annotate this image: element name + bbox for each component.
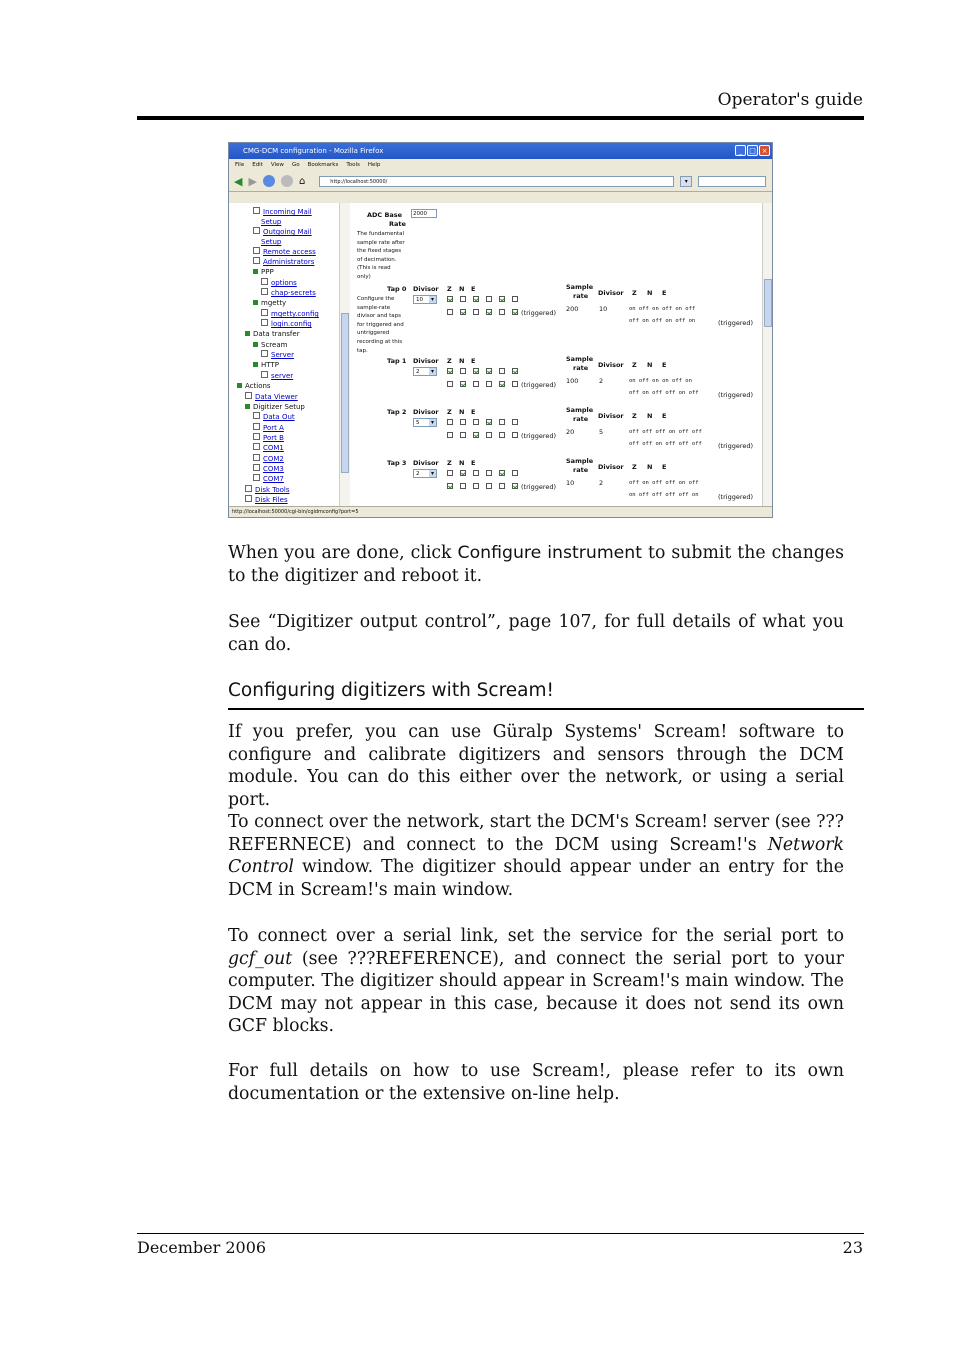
sidebar-item[interactable] (261, 319, 312, 329)
channel-checkbox[interactable] (473, 381, 479, 387)
tap-state-row: off on off on off on (629, 318, 696, 324)
channel-header: N (459, 357, 465, 365)
sidebar-item-label: Digitizer Setup (253, 403, 305, 411)
sample-rate-value: 20 (566, 428, 575, 436)
divisor-header: Divisor (413, 459, 439, 467)
page-icon (253, 464, 260, 471)
channel-checkbox[interactable] (473, 432, 479, 438)
heading-rule (228, 708, 864, 710)
page-icon (253, 454, 260, 461)
triggered-label: (triggered) (521, 381, 557, 389)
sidebar-item[interactable] (253, 443, 284, 453)
page-icon (261, 319, 268, 326)
sample-rate-value: 100 (566, 377, 579, 385)
sidebar-item-label: Port B (263, 434, 284, 442)
divisor-value: 5 (599, 428, 604, 436)
sidebar-item[interactable] (253, 464, 284, 474)
tap-label: Tap 2 (387, 408, 407, 416)
channel-header: E (471, 459, 476, 467)
channel-checkbox[interactable] (499, 432, 505, 438)
channel-header-2: Z (632, 361, 637, 369)
sidebar-item-label: Setup (261, 218, 282, 226)
menu-item[interactable]: File (235, 162, 245, 168)
sidebar-item-label: Disk Files (255, 496, 288, 504)
sidebar-item-label: Data Out (263, 413, 295, 421)
channel-checkbox[interactable] (512, 296, 518, 302)
divisor-header-2: Divisor (598, 412, 624, 420)
minimize-icon[interactable]: _ (735, 145, 746, 156)
close-icon[interactable]: × (759, 145, 770, 156)
sidebar-item[interactable] (253, 207, 312, 217)
channel-checkbox[interactable] (447, 483, 453, 489)
channel-header-2: N (647, 361, 653, 369)
sample-rate-header-2: rate (573, 415, 589, 423)
sample-rate-value: 10 (566, 479, 575, 487)
tap-label: Tap 3 (387, 459, 407, 467)
channel-checkbox[interactable] (499, 296, 505, 302)
tap-state-row: on off on off on off (629, 306, 696, 312)
channel-checkbox[interactable] (460, 296, 466, 302)
sidebar-item-label: Scream (261, 341, 288, 349)
adc-value-field[interactable]: 2000 (411, 209, 437, 218)
paragraph-5: To connect over a serial link, set the service for the serial port to gcf_out (see ???REFERENCE), and connect the serial port to your computer. The digitizer should appear in Scream!'s main window. The DCM may not appear in this case, because it does not send its own GCF blocks. (228, 926, 844, 1036)
tap-description: recording at this (357, 339, 403, 345)
triggered-label: (triggered) (521, 483, 557, 491)
divisor-header: Divisor (413, 285, 439, 293)
channel-checkbox[interactable] (499, 470, 505, 476)
channel-checkbox[interactable] (486, 296, 492, 302)
sidebar-item-label: Disk Tools (255, 486, 290, 494)
page-icon (261, 350, 268, 357)
tap-description: untriggered (357, 330, 390, 337)
channel-checkbox[interactable] (486, 419, 492, 425)
channel-checkbox[interactable] (473, 470, 479, 476)
sidebar-item[interactable] (261, 371, 293, 381)
sidebar-item[interactable] (245, 392, 298, 402)
tap-state-row: off off off on off off (629, 429, 702, 435)
folder-icon (253, 362, 258, 367)
menu-item[interactable]: Tools (346, 162, 360, 168)
sidebar-item[interactable] (253, 257, 314, 267)
sidebar-item (253, 360, 279, 370)
channel-checkbox[interactable] (512, 432, 518, 438)
sidebar-item (245, 402, 305, 412)
tap-state-row: off on off off on off (629, 480, 699, 486)
folder-icon (253, 269, 258, 274)
sidebar-item (253, 267, 274, 277)
divisor-header-2: Divisor (598, 289, 624, 297)
tap-description: tap. (357, 347, 368, 354)
channel-checkbox[interactable] (499, 483, 505, 489)
channel-checkbox[interactable] (486, 483, 492, 489)
paragraph-1: When you are done, click Configure instrument to submit the changes to the digitizer and reboot it. (228, 543, 844, 586)
folder-icon (253, 300, 258, 305)
paragraph-4: To connect over the network, start the DCM's Scream! server (see ??? REFERNECE) and connect to the DCM using Scream!'s Network Control window. The digitizer should appear under an entry for the DCM in Scream!'s main window. (228, 812, 845, 900)
channel-header: Z (447, 285, 452, 293)
page-number: 23 (842, 1238, 863, 1257)
sidebar-item-label: HTTP (261, 361, 279, 369)
sidebar-item[interactable] (253, 474, 284, 484)
sidebar-item (253, 298, 286, 308)
sidebar-item-label: COM1 (263, 444, 284, 452)
sidebar-item-label: login.config (271, 320, 312, 328)
channel-checkbox[interactable] (473, 309, 479, 315)
home-icon[interactable]: ⌂ (298, 175, 306, 187)
triggered-label: (triggered) (521, 432, 557, 440)
page-icon (253, 412, 260, 419)
sidebar-item[interactable] (261, 217, 281, 227)
page-icon (261, 309, 268, 316)
sidebar-tree (229, 203, 349, 507)
sidebar-item-label: Outgoing Mail (263, 228, 312, 236)
channel-checkbox[interactable] (486, 381, 492, 387)
channel-header-2: Z (632, 463, 637, 471)
sidebar-item[interactable] (261, 350, 294, 360)
sidebar-item-label: Data Viewer (255, 393, 298, 401)
stop-icon[interactable] (281, 175, 293, 187)
sample-rate-header: Sample (566, 283, 594, 291)
channel-header: N (459, 285, 465, 293)
sidebar-item-label: COM7 (263, 475, 284, 483)
tap-description: for triggered and (357, 321, 404, 328)
nav-toolbar (229, 171, 772, 192)
channel-header-2: E (662, 412, 667, 420)
sidebar-item[interactable] (245, 495, 288, 505)
channel-checkbox[interactable] (512, 309, 518, 315)
config-panel (351, 203, 761, 507)
sample-rate-header: Sample (566, 457, 594, 465)
sample-rate-header: Sample (566, 406, 594, 414)
channel-header-2: E (662, 463, 667, 471)
channel-checkbox[interactable] (460, 381, 466, 387)
search-box[interactable] (698, 176, 766, 187)
divisor-value: 10 (599, 305, 608, 313)
reload-icon[interactable] (263, 175, 275, 187)
sidebar-item[interactable] (261, 309, 319, 319)
adc-description: only) (357, 274, 371, 280)
adc-label: ADC Base (367, 211, 403, 219)
channel-header: E (471, 285, 476, 293)
header-rule (137, 116, 864, 120)
tap-state-row: off on off off on off (629, 390, 699, 396)
browser-screenshot (228, 142, 773, 518)
channel-checkbox[interactable] (473, 368, 479, 374)
divisor-value: 2 (599, 377, 604, 385)
menu-bar (229, 159, 772, 171)
channel-checkbox[interactable] (473, 296, 479, 302)
sidebar-item-label: Administrators (263, 258, 315, 266)
sidebar-item[interactable] (253, 423, 284, 433)
sidebar-item-label: Port A (263, 424, 284, 432)
page-content (229, 203, 772, 507)
url-bar[interactable]: http://localhost:50000/ (319, 176, 674, 187)
adc-description: (This is read (357, 265, 391, 272)
channel-header-2: N (647, 289, 653, 297)
sidebar-item (237, 381, 271, 391)
channel-checkbox[interactable] (499, 419, 505, 425)
channel-checkbox[interactable] (447, 432, 453, 438)
configure-instrument-term: Configure instrument (457, 543, 643, 563)
channel-header-2: N (647, 412, 653, 420)
folder-icon (253, 342, 258, 347)
tap-description: Configure the (357, 296, 395, 302)
triggered-label-2: (triggered) (718, 442, 754, 450)
sample-rate-header-2: rate (573, 364, 589, 372)
divisor-header: Divisor (413, 357, 439, 365)
menu-item[interactable]: Bookmarks (307, 162, 339, 168)
menu-item[interactable]: Edit (252, 162, 263, 168)
tap-description: sample-rate (357, 304, 391, 311)
triggered-label: (triggered) (521, 309, 557, 317)
paragraph-3: If you prefer, you can use Güralp Systems' Scream! software to configure and calibrate digitizers and sensors through the DCM module. You can do this either over the network, or using a serial port. (228, 722, 844, 810)
channel-checkbox[interactable] (447, 296, 453, 302)
section-heading: Configuring digitizers with Scream! (228, 680, 554, 701)
tap-description: divisor and taps (357, 313, 402, 320)
channel-checkbox[interactable] (486, 309, 492, 315)
tap-state-row: off off on off off off (629, 441, 702, 447)
channel-checkbox[interactable] (512, 419, 518, 425)
sidebar-item-label: Server (271, 351, 294, 359)
sidebar-item[interactable] (253, 454, 284, 464)
sidebar-item-label: mgetty (261, 299, 287, 307)
sidebar-item-label: COM2 (263, 455, 284, 463)
sidebar-item[interactable] (253, 247, 316, 257)
channel-checkbox[interactable] (499, 381, 505, 387)
channel-checkbox[interactable] (512, 381, 518, 387)
folder-icon (245, 331, 250, 336)
channel-checkbox[interactable] (512, 483, 518, 489)
channel-checkbox[interactable] (447, 419, 453, 425)
sidebar-item-label: PPP (261, 268, 274, 276)
channel-header: N (459, 408, 465, 416)
page-icon (261, 371, 268, 378)
channel-checkbox[interactable] (447, 381, 453, 387)
tap-label: Tap 0 (387, 285, 407, 293)
tap-label: Tap 1 (387, 357, 407, 365)
channel-header-2: N (647, 463, 653, 471)
status-bar: http://localhost:50000/cgi-bin/cgidmconfig?port=5 (229, 506, 772, 517)
folder-icon (245, 404, 250, 409)
footer-date: December 2006 (137, 1238, 267, 1257)
sidebar-item-label: Incoming Mail (263, 208, 312, 216)
adc-description: the fixed stages (357, 248, 402, 255)
menu-item[interactable]: Go (291, 162, 300, 168)
sidebar-item-label: Actions (245, 382, 271, 390)
triggered-label-2: (triggered) (718, 493, 754, 501)
channel-header: N (459, 459, 465, 467)
adc-description: sample rate after (357, 239, 405, 246)
page-icon (253, 433, 260, 440)
page-icon (261, 288, 268, 295)
sample-rate-header-2: rate (573, 466, 589, 474)
page-icon (253, 474, 260, 481)
menu-item[interactable]: Help (367, 162, 381, 168)
sample-rate-value: 200 (566, 305, 579, 313)
channel-checkbox[interactable] (473, 483, 479, 489)
paragraph-6: For full details on how to use Scream!, please refer to its own documentation or the extensive on-line help. (228, 1061, 844, 1104)
sidebar-item[interactable] (261, 288, 316, 298)
go-button[interactable]: ▾ (680, 176, 692, 187)
channel-checkbox[interactable] (460, 483, 466, 489)
channel-checkbox[interactable] (460, 309, 466, 315)
sidebar-item[interactable] (261, 237, 281, 247)
page-icon (245, 485, 252, 492)
divisor-select[interactable]: 2 ▾ (413, 469, 437, 478)
sidebar-item[interactable] (253, 433, 284, 443)
channel-checkbox[interactable] (460, 470, 466, 476)
sidebar-item-label: Data transfer (253, 330, 300, 338)
sidebar-item[interactable] (245, 485, 290, 495)
page-icon (261, 278, 268, 285)
page-icon (253, 423, 260, 430)
triggered-label-2: (triggered) (718, 319, 754, 327)
forward-icon[interactable]: ▶ (248, 174, 257, 188)
sample-rate-header: Sample (566, 355, 594, 363)
channel-header: E (471, 408, 476, 416)
menu-item[interactable]: View (270, 162, 284, 168)
sidebar-item-label: options (271, 279, 297, 287)
main-scrollbar[interactable] (762, 203, 773, 507)
sidebar-item-label: mgetty.config (271, 310, 319, 318)
sidebar-item-label: Remote access (263, 248, 316, 256)
tap-state-row: on off on on off on (629, 378, 692, 384)
sidebar-item-label: COM3 (263, 465, 284, 473)
window-title: CMG-DCM configuration - Mozilla Firefox (243, 147, 384, 155)
sidebar-scrollbar[interactable] (339, 203, 350, 507)
sidebar-item (245, 329, 300, 339)
channel-checkbox[interactable] (447, 368, 453, 374)
channel-checkbox[interactable] (486, 368, 492, 374)
footer-rule (137, 1233, 864, 1234)
page-icon (253, 443, 260, 450)
sidebar-item[interactable] (253, 227, 312, 237)
channel-checkbox[interactable] (460, 432, 466, 438)
divisor-value: 2 (599, 479, 604, 487)
sidebar-item[interactable] (261, 278, 297, 288)
sidebar-item-label: Setup (261, 238, 282, 246)
folder-icon (237, 383, 242, 388)
channel-checkbox[interactable] (486, 470, 492, 476)
sidebar-item[interactable] (253, 412, 295, 422)
adc-description: The fundamental (357, 231, 405, 237)
sidebar-item (253, 340, 287, 350)
channel-checkbox[interactable] (447, 470, 453, 476)
channel-header: E (471, 357, 476, 365)
maximize-icon[interactable]: □ (747, 145, 758, 156)
channel-checkbox[interactable] (460, 368, 466, 374)
page-icon (253, 207, 260, 214)
page-icon (245, 392, 252, 399)
paragraph-2: See “Digitizer output control”, page 107, for full details of what you can do. (228, 612, 844, 655)
channel-header: Z (447, 357, 452, 365)
triggered-label-2: (triggered) (718, 391, 754, 399)
divisor-header: Divisor (413, 408, 439, 416)
channel-checkbox[interactable] (473, 419, 479, 425)
page-icon (253, 257, 260, 264)
channel-header-2: Z (632, 412, 637, 420)
window-titlebar (229, 143, 772, 159)
page-icon (253, 247, 260, 254)
divisor-select[interactable]: 5 ▾ (413, 418, 437, 427)
channel-header-2: E (662, 361, 667, 369)
channel-checkbox[interactable] (512, 470, 518, 476)
channel-checkbox[interactable] (486, 432, 492, 438)
adc-description: of decimation. (357, 256, 397, 263)
sidebar-item-label: server (271, 372, 294, 380)
channel-header: Z (447, 459, 452, 467)
page-icon (253, 227, 260, 234)
channel-checkbox[interactable] (512, 368, 518, 374)
adc-label-rate: Rate (389, 220, 406, 228)
channel-checkbox[interactable] (460, 419, 466, 425)
divisor-select[interactable]: 10 ▾ (413, 295, 437, 304)
channel-checkbox[interactable] (447, 309, 453, 315)
channel-checkbox[interactable] (499, 309, 505, 315)
channel-header: Z (447, 408, 452, 416)
channel-header-2: E (662, 289, 667, 297)
divisor-header-2: Divisor (598, 463, 624, 471)
page-icon (245, 495, 252, 502)
back-icon[interactable]: ◀ (234, 174, 243, 188)
sample-rate-header-2: rate (573, 292, 589, 300)
running-header: Operator's guide (717, 90, 863, 110)
tap-state-row: on off off off off on (629, 492, 699, 498)
channel-checkbox[interactable] (499, 368, 505, 374)
divisor-header-2: Divisor (598, 361, 624, 369)
divisor-select[interactable]: 2 ▾ (413, 367, 437, 376)
channel-header-2: Z (632, 289, 637, 297)
sidebar-item-label: chap-secrets (271, 289, 316, 297)
